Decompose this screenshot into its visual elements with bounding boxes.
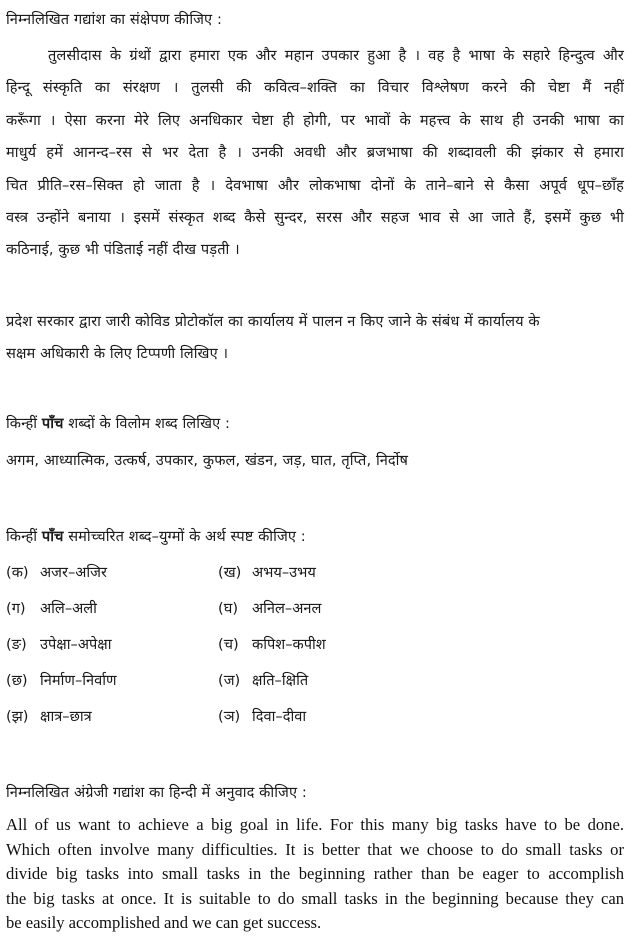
word-pair-item bbox=[6, 706, 92, 726]
heading-emphasis: पाँच bbox=[41, 528, 64, 545]
word-pair-item bbox=[6, 670, 117, 690]
english-line: Which often involve many difficulties. It is better that we choose to do small tasks or bbox=[6, 839, 624, 859]
passage-line: हिन्दू संस्कृति का संरक्षण । तुलसी की कवित्व–शक्ति का विचार विश्लेषण करने की चेष्टा मैं नहीं bbox=[6, 79, 624, 97]
english-line: All of us want to achieve a big goal in life. For this many big tasks have to be done. bbox=[6, 815, 624, 834]
pair-label: (घ) bbox=[218, 600, 239, 617]
precis-question-heading: निम्नलिखित गद्यांश का संक्षेपण कीजिए : bbox=[6, 11, 222, 28]
word-pair-item bbox=[218, 634, 326, 654]
english-passage bbox=[6, 813, 624, 936]
heading-text: शब्दों के विलोम शब्द लिखिए : bbox=[63, 415, 231, 432]
pair-label: (च) bbox=[218, 636, 239, 653]
pair-text: अनिल–अनल bbox=[252, 600, 322, 617]
english-line: the big tasks at once. It is suitable to do small tasks in the beginning because they can bbox=[6, 888, 624, 908]
heading-text: किन्हीं bbox=[6, 528, 42, 545]
pair-label: (ज) bbox=[218, 672, 241, 689]
heading-text: समोच्चरित शब्द–युग्मों के अर्थ स्पष्ट कीजिए : bbox=[63, 528, 306, 545]
word-pair-item bbox=[218, 670, 308, 690]
pair-label: (क) bbox=[6, 564, 29, 581]
passage-line: कठिनाई, कुछ भी पंडिताई नहीं दीख पड़ती । bbox=[6, 241, 240, 259]
antonym-question-heading bbox=[6, 413, 230, 433]
note-writing-question bbox=[6, 306, 624, 371]
pair-label: (ख) bbox=[218, 564, 242, 581]
word-pair-item bbox=[6, 562, 107, 582]
passage-line: वस्त्र उन्होंने बनाया । इसमें संस्कृत शब्द कैसे सुन्दर, सरस और सहज भाव से आ जाते हैं, इसमें कुछ भी bbox=[6, 208, 624, 226]
question-line: सक्षम अधिकारी के लिए टिप्पणी लिखिए । bbox=[6, 345, 229, 363]
pair-text: उपेक्षा–अपेक्षा bbox=[40, 636, 112, 653]
heading-emphasis: पाँच bbox=[41, 415, 64, 432]
pair-text: अलि–अली bbox=[40, 600, 97, 617]
passage-line: चित प्रीति–रस–सिक्त हो जाता है । देवभाषा और लोकभाषा दोनों के ताने–बाने से कैसा अपूर्व धूप–छाँह bbox=[6, 176, 624, 194]
pair-text: दिवा–दीवा bbox=[252, 708, 307, 725]
pair-label: (झ) bbox=[6, 708, 29, 725]
antonym-word-list: अगम, आध्यात्मिक, उत्कर्ष, उपकार, कुफल, खंडन, जड़, घात, तृप्ति, निर्दोष bbox=[6, 452, 409, 469]
pair-text: क्षति–क्षिति bbox=[252, 672, 309, 689]
word-pair-item bbox=[6, 634, 112, 654]
pair-label: (ञ) bbox=[218, 708, 241, 725]
passage-line: करूँगा । ऐसा करना मेरे लिए अनधिकार चेष्टा ही होगी, पर भावों के महत्त्व के साथ ही उनकी भाषा का bbox=[6, 111, 624, 129]
english-line: be easily accomplished and we can get success. bbox=[6, 913, 322, 933]
pair-text: क्षात्र–छात्र bbox=[40, 708, 92, 725]
pair-label: (छ) bbox=[6, 672, 28, 689]
pair-text: अभय–उभय bbox=[252, 564, 316, 581]
pair-label: (ग) bbox=[6, 600, 26, 617]
word-pair-question-heading bbox=[6, 526, 306, 546]
pair-text: कपिश–कपीश bbox=[252, 636, 326, 653]
translation-question-heading: निम्नलिखित अंग्रेजी गद्यांश का हिन्दी में अनुवाद कीजिए : bbox=[6, 784, 307, 801]
word-pair-item bbox=[218, 598, 321, 618]
word-pair-item bbox=[6, 598, 97, 618]
passage-line: माधुर्य हमें आनन्द–रस से भर देता है । उनकी अवधी और ब्रजभाषा की शब्दावली की झंकार से हमारा bbox=[6, 144, 624, 162]
heading-text: किन्हीं bbox=[6, 415, 42, 432]
english-line: divide big tasks into small tasks in the beginning rather than be eager to accomplish bbox=[6, 864, 624, 884]
pair-text: अजर–अजिर bbox=[40, 564, 107, 581]
word-pair-item bbox=[218, 706, 306, 726]
question-line: प्रदेश सरकार द्वारा जारी कोविड प्रोटोकॉल का कार्यालय में पालन न किए जाने के संबंध में कार्यालय के bbox=[6, 313, 540, 330]
pair-text: निर्माण–निर्वाण bbox=[40, 672, 117, 689]
passage-line: तुलसीदास के ग्रंथों द्वारा हमारा एक और महान उपकार हुआ है । वह है भाषा के सहारे हिन्दुत्व और bbox=[48, 47, 624, 64]
word-pair-item bbox=[218, 562, 316, 582]
precis-passage bbox=[6, 40, 624, 267]
pair-label: (ङ) bbox=[6, 636, 27, 653]
